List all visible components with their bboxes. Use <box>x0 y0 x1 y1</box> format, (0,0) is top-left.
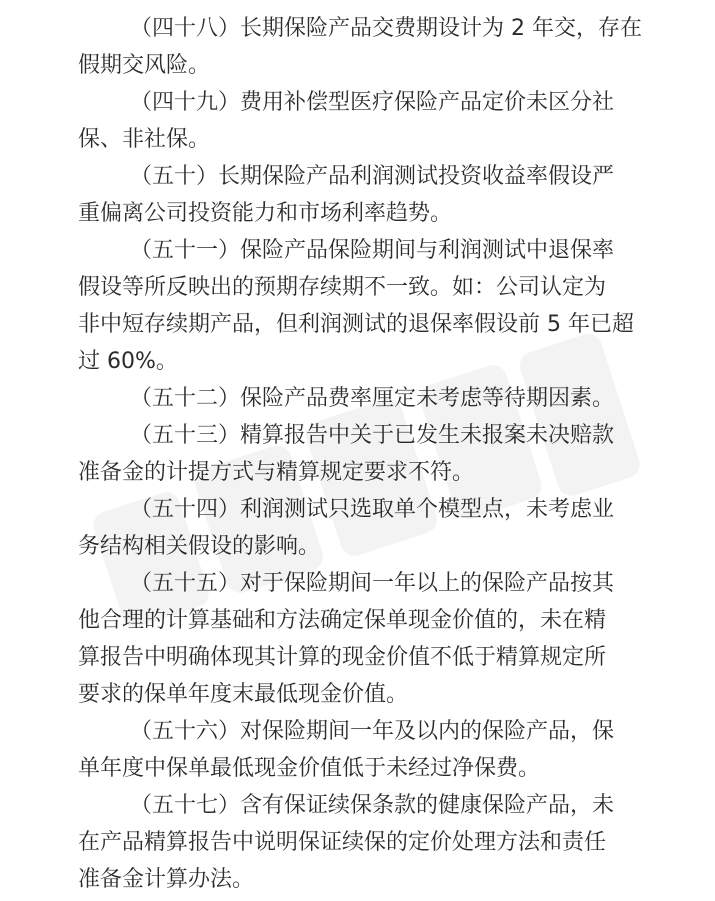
paragraph-line: （五十六）对保险期间一年及以内的保险产品，保 <box>130 719 615 744</box>
paragraph-line: 要求的保单年度末最低现金价值。 <box>78 682 409 707</box>
paragraph-52 <box>78 380 675 417</box>
paragraph-line: （五十四）利润测试只选取单个模型点，未考虑业 <box>130 497 615 522</box>
paragraph-line: 假设等所反映出的预期存续期不一致。如：公司认定为 <box>78 275 607 300</box>
paragraph-50 <box>78 158 675 232</box>
paragraph-line: （五十五）对于保险期间一年以上的保险产品按其 <box>130 571 615 596</box>
paragraph-49 <box>78 84 675 158</box>
paragraph-line: 单年度中保单最低现金价值低于未经过净保费。 <box>78 756 541 781</box>
paragraph-line: 他合理的计算基础和方法确定保单现金价值的，未在精 <box>78 608 607 633</box>
paragraph-line: （五十）长期保险产品利润测试投资收益率假设严 <box>130 164 615 189</box>
paragraph-48 <box>78 10 675 84</box>
paragraph-53 <box>78 417 675 491</box>
paragraph-line: 保、非社保。 <box>78 127 211 152</box>
paragraph-55 <box>78 565 675 713</box>
paragraph-57 <box>78 787 675 898</box>
paragraph-line: （五十一）保险产品保险期间与利润测试中退保率 <box>130 238 615 263</box>
paragraph-51 <box>78 232 675 380</box>
paragraph-line: （五十三）精算报告中关于已发生未报案未决赔款 <box>130 423 615 448</box>
paragraph-line: 假期交风险。 <box>78 53 211 78</box>
paragraph-line: 准备金的计提方式与精算规定要求不符。 <box>78 460 475 485</box>
paragraph-line: （四十八）长期保险产品交费期设计为 2 年交，存在 <box>130 16 642 41</box>
paragraph-line: 重偏离公司投资能力和市场利率趋势。 <box>78 201 453 226</box>
paragraph-line: （五十二）保险产品费率厘定未考虑等待期因素。 <box>130 386 615 411</box>
paragraph-54 <box>78 491 675 565</box>
paragraph-line: （五十七）含有保证续保条款的健康保险产品，未 <box>130 793 615 818</box>
paragraph-line: 非中短存续期产品，但利润测试的退保率假设前 5 年已超 <box>78 312 634 337</box>
paragraph-line: 在产品精算报告中说明保证续保的定价处理方法和责任 <box>78 830 607 855</box>
paragraph-line: 务结构相关假设的影响。 <box>78 534 321 559</box>
paragraph-56 <box>78 713 675 787</box>
paragraph-line: 过 60%。 <box>78 349 178 374</box>
paragraph-line: （四十九）费用补偿型医疗保险产品定价未区分社 <box>130 90 615 115</box>
paragraph-line: 准备金计算办法。 <box>78 867 255 892</box>
paragraph-line: 算报告中明确体现其计算的现金价值不低于精算规定所 <box>78 645 607 670</box>
